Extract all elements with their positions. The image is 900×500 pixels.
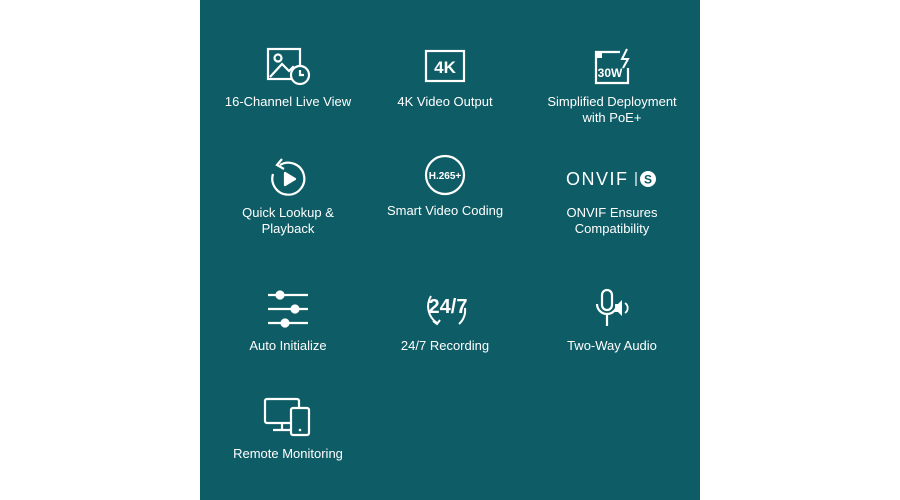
onvif-logo-text: ONVIF: [566, 169, 629, 189]
feature-label: Simplified Deployment with PoE+: [547, 94, 677, 125]
4k-icon-text: 4K: [434, 58, 456, 77]
feature-label: 24/7 Recording: [400, 338, 490, 353]
poe-icon-text: 30W: [597, 66, 623, 80]
feature-label: Two-Way Audio: [567, 338, 657, 353]
h265-icon-text: H.265+: [428, 171, 462, 182]
devices-icon: [258, 398, 318, 442]
feature-label: ONVIF Ensures Compatibility: [566, 205, 658, 236]
feature-label: Auto Initialize: [249, 338, 327, 353]
image-clock-icon: [258, 46, 318, 90]
onvif-badge-text: S: [643, 172, 653, 187]
feature-label: Remote Monitoring: [233, 446, 343, 461]
24-7-icon: [415, 290, 475, 334]
replay-icon: [258, 157, 318, 201]
24-7-icon-text: 24/7: [428, 296, 468, 318]
h265-icon: [415, 155, 475, 199]
features-panel: [200, 0, 700, 500]
onvif-logo: [562, 157, 662, 201]
4k-icon: [415, 46, 475, 90]
feature-label: 16-Channel Live View: [224, 94, 352, 109]
feature-label: 4K Video Output: [397, 94, 493, 109]
feature-label: Smart Video Coding: [386, 203, 504, 218]
microphone-speaker-icon: [582, 290, 642, 334]
sliders-icon: [258, 290, 318, 334]
feature-label: Quick Lookup & Playback: [242, 205, 334, 236]
poe-icon: [582, 46, 642, 90]
